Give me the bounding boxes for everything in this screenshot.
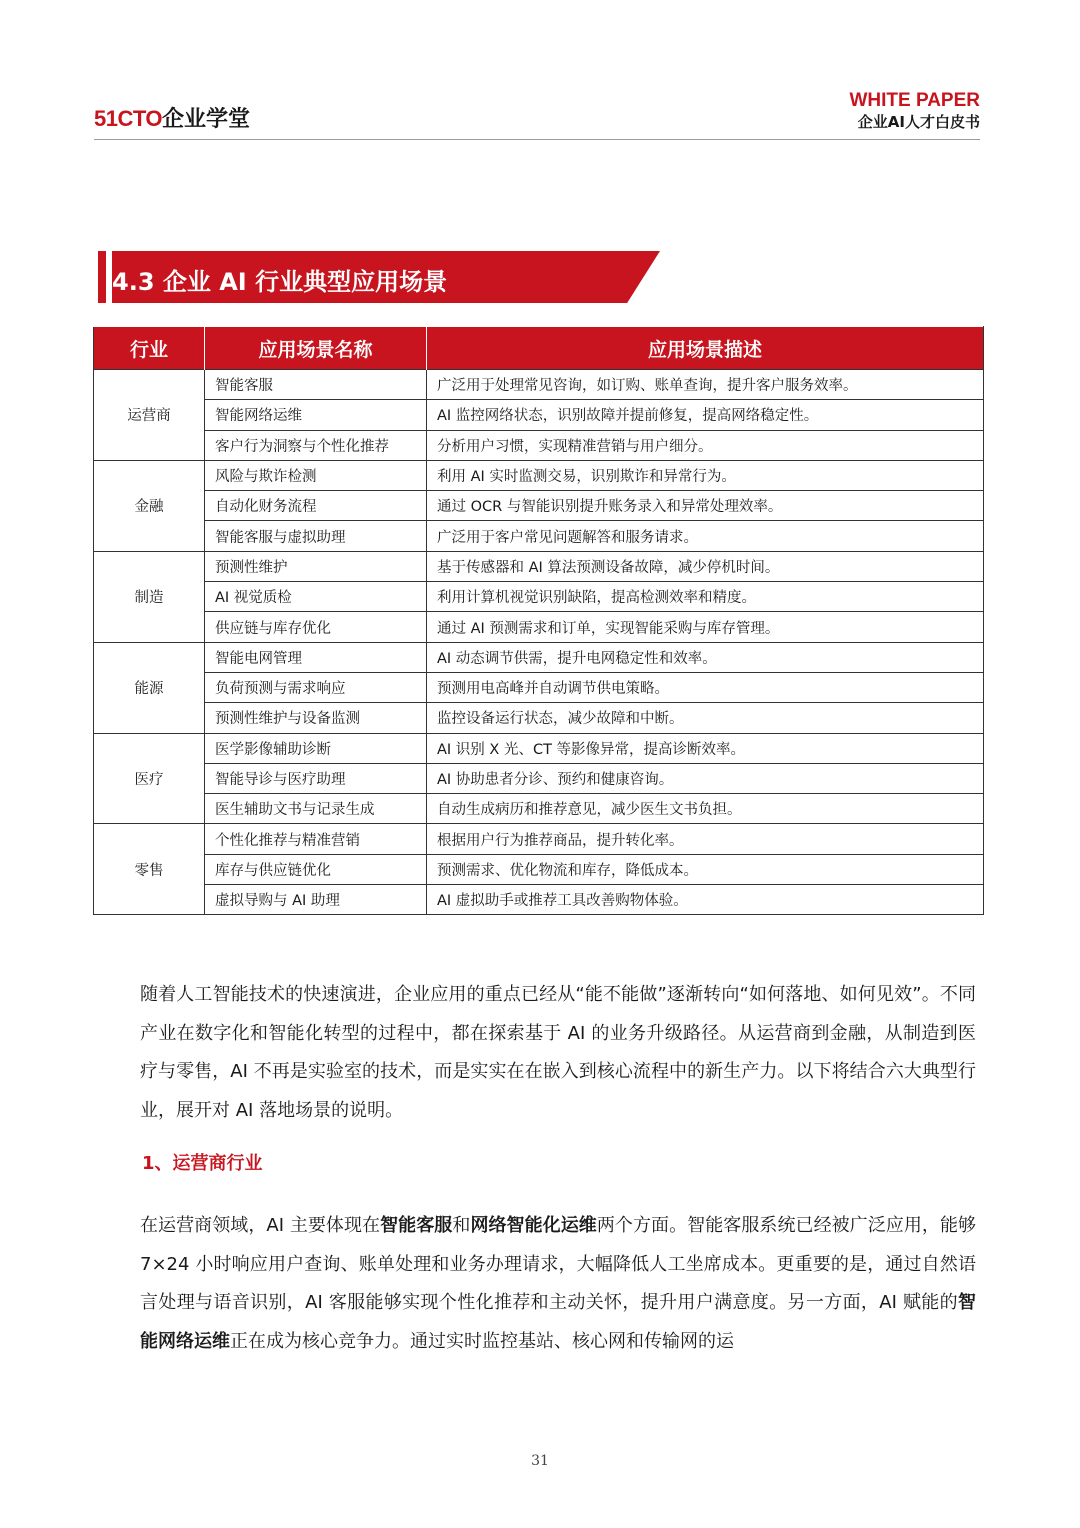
industry-cell: 零售	[94, 824, 205, 915]
scene-desc-cell: 预测需求、优化物流和库存，降低成本。	[427, 854, 984, 884]
table-row	[94, 430, 984, 460]
table-row	[94, 551, 984, 581]
logo-brand: 51CTO	[94, 106, 163, 131]
industry-cell: 金融	[94, 460, 205, 551]
section-banner	[98, 251, 660, 303]
table-row	[94, 460, 984, 490]
table-row	[94, 491, 984, 521]
scene-desc-cell: 自动生成病历和推荐意见，减少医生文书负担。	[427, 794, 984, 824]
table-row	[94, 794, 984, 824]
table-row	[94, 521, 984, 551]
scene-name-cell: 自动化财务流程	[205, 491, 427, 521]
scene-desc-cell: 通过 OCR 与智能识别提升账务录入和异常处理效率。	[427, 491, 984, 521]
table-row	[94, 400, 984, 430]
scene-name-cell: 智能客服	[205, 370, 427, 400]
scene-name-cell: 负荷预测与需求响应	[205, 672, 427, 702]
scene-desc-cell: AI 虚拟助手或推荐工具改善购物体验。	[427, 885, 984, 915]
table-row	[94, 582, 984, 612]
scene-desc-cell: 分析用户习惯，实现精准营销与用户细分。	[427, 430, 984, 460]
application-scenarios-table	[93, 326, 984, 915]
scene-desc-cell: 利用计算机视觉识别缺陷，提高检测效率和精度。	[427, 582, 984, 612]
logo-text: 企业学堂	[162, 106, 251, 131]
table-row	[94, 885, 984, 915]
bold-run: 智能网络运维	[140, 1292, 976, 1352]
banner-accent-bar	[98, 251, 106, 303]
table-row	[94, 672, 984, 702]
white-paper-label	[849, 90, 980, 132]
page-header	[94, 88, 980, 140]
header-industry: 行业	[94, 327, 205, 370]
table-row	[94, 733, 984, 763]
table-row	[94, 703, 984, 733]
scene-name-cell: 个性化推荐与精准营销	[205, 824, 427, 854]
scene-name-cell: 智能导诊与医疗助理	[205, 763, 427, 793]
scene-desc-cell: AI 协助患者分诊、预约和健康咨询。	[427, 763, 984, 793]
scene-desc-cell: 根据用户行为推荐商品，提升转化率。	[427, 824, 984, 854]
bold-run: 网络智能化运维	[470, 1215, 597, 1236]
industry-cell: 能源	[94, 642, 205, 733]
text-run: 两个方面。智能客服系统已经被广泛应用，能够 7×24 小时响应用户查询、账单处理和业务办理请求，大幅降低人工坐席成本。更重要的是，通过自然语言处理与语音识别，AI 客服能够实现个性化推荐和主动关怀，提升用户满意度。另一方面，AI 赋能的	[140, 1215, 977, 1313]
text-run: 在运营商领域，AI 主要体现在	[140, 1215, 381, 1236]
scene-name-cell: 医生辅助文书与记录生成	[205, 794, 427, 824]
scene-name-cell: 智能客服与虚拟助理	[205, 521, 427, 551]
scene-desc-cell: AI 动态调节供需，提升电网稳定性和效率。	[427, 642, 984, 672]
scene-desc-cell: 预测用电高峰并自动调节供电策略。	[427, 672, 984, 702]
scene-desc-cell: 广泛用于处理常见咨询，如订购、账单查询，提升客户服务效率。	[427, 370, 984, 400]
scene-name-cell: 预测性维护	[205, 551, 427, 581]
scene-desc-cell: 广泛用于客户常见问题解答和服务请求。	[427, 521, 984, 551]
table-row	[94, 642, 984, 672]
bold-run: 智能客服	[380, 1215, 453, 1236]
scene-name-cell: 智能电网管理	[205, 642, 427, 672]
table-body	[94, 370, 984, 915]
text-run: 和	[452, 1215, 471, 1236]
scene-name-cell: 预测性维护与设备监测	[205, 703, 427, 733]
white-paper-subtitle: 企业AI人才白皮书	[857, 113, 980, 131]
telecom-paragraph	[104, 1207, 976, 1361]
table-row	[94, 612, 984, 642]
industry-cell: 运营商	[94, 370, 205, 461]
scene-desc-cell: 通过 AI 预测需求和订单，实现智能采购与库存管理。	[427, 612, 984, 642]
scene-name-cell: 风险与欺诈检测	[205, 460, 427, 490]
intro-paragraph: 随着人工智能技术的快速演进，企业应用的重点已经从“能不能做”逐渐转向“如何落地、如何见效”。不同产业在数字化和智能化转型的过程中，都在探索基于 AI 的业务升级路径。从运营商到金融，从制造到医疗与零售，AI 不再是实验室的技术，而是实实在在嵌入到核心流程中的新生产力。以下将结合六大典型行业，展开对 AI 落地场景的说明。	[140, 984, 976, 1121]
table-row	[94, 763, 984, 793]
table-header-row	[94, 327, 984, 370]
industry-cell: 制造	[94, 551, 205, 642]
scene-desc-cell: AI 监控网络状态，识别故障并提前修复，提高网络稳定性。	[427, 400, 984, 430]
section-title: 4.3 企业 AI 行业典型应用场景	[112, 268, 448, 296]
table-row	[94, 824, 984, 854]
logo	[94, 102, 250, 133]
scene-desc-cell: AI 识别 X 光、CT 等影像异常，提高诊断效率。	[427, 733, 984, 763]
scene-name-cell: 虚拟导购与 AI 助理	[205, 885, 427, 915]
scene-desc-cell: 利用 AI 实时监测交易，识别欺诈和异常行为。	[427, 460, 984, 490]
scene-name-cell: 智能网络运维	[205, 400, 427, 430]
table-row	[94, 370, 984, 400]
scene-desc-cell: 监控设备运行状态，减少故障和中断。	[427, 703, 984, 733]
scene-name-cell: 库存与供应链优化	[205, 854, 427, 884]
industry-cell: 医疗	[94, 733, 205, 824]
text-run: 正在成为核心竞争力。通过实时监控基站、核心网和传输网的运	[230, 1330, 734, 1352]
header-scene-name: 应用场景名称	[205, 327, 427, 370]
header-scene-desc: 应用场景描述	[427, 327, 984, 370]
scene-name-cell: 客户行为洞察与个性化推荐	[205, 430, 427, 460]
page-number: 31	[531, 1453, 549, 1469]
table-row	[94, 854, 984, 884]
scene-name-cell: 供应链与库存优化	[205, 612, 427, 642]
white-paper-title: WHITE PAPER	[849, 90, 980, 111]
scene-desc-cell: 基于传感器和 AI 算法预测设备故障，减少停机时间。	[427, 551, 984, 581]
scene-name-cell: AI 视觉质检	[205, 582, 427, 612]
subheading-telecom: 1、运营商行业	[142, 1153, 263, 1174]
scene-name-cell: 医学影像辅助诊断	[205, 733, 427, 763]
